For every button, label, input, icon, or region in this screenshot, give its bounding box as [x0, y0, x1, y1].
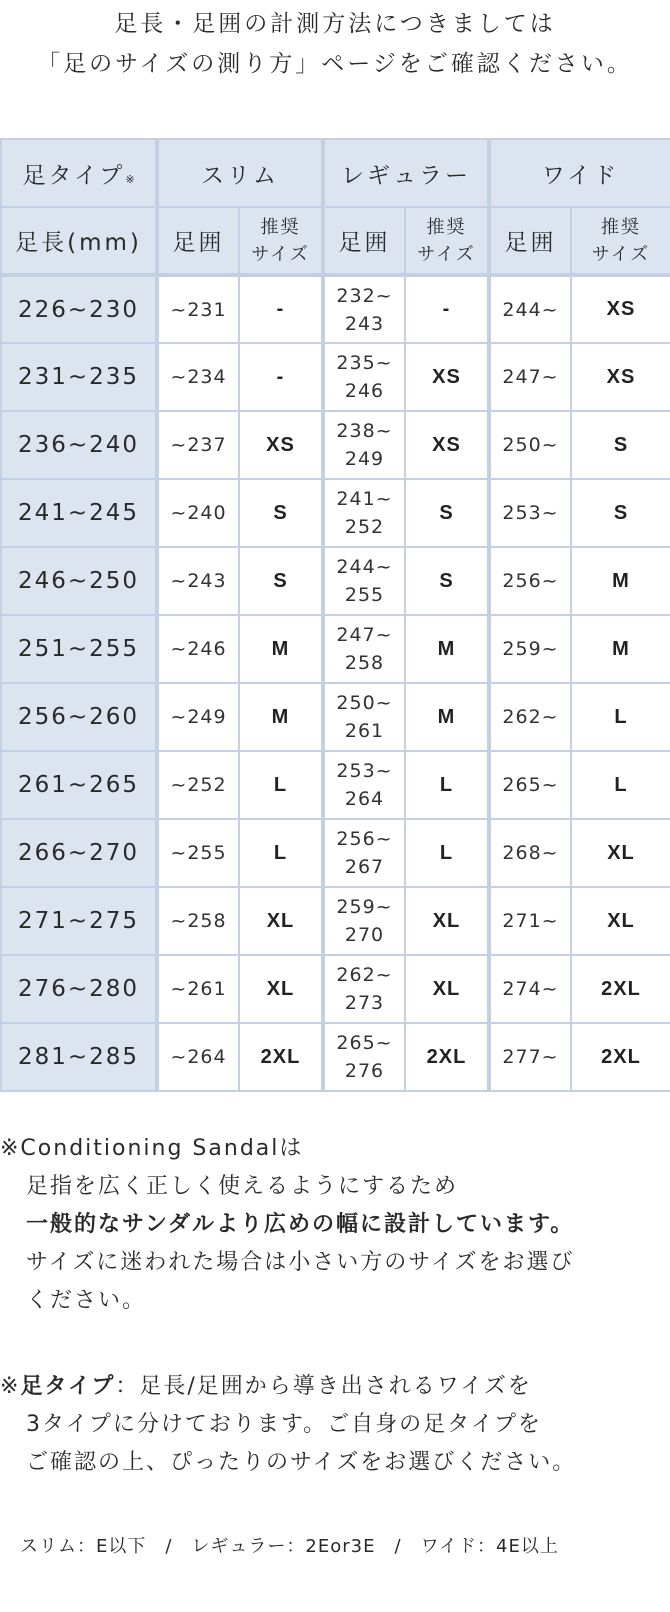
- wide-girth-cell: 256~: [489, 547, 571, 615]
- regular-size-cell: XL: [405, 955, 489, 1023]
- foot-length-cell: 226~230: [1, 275, 157, 343]
- girth-header-wide: 足囲: [489, 207, 571, 275]
- wide-girth-cell: 265~: [489, 751, 571, 819]
- slim-size-cell: 2XL: [239, 1023, 323, 1091]
- type-header-slim: スリム: [157, 139, 323, 207]
- slim-size-cell: L: [239, 751, 323, 819]
- wide-size-cell: 2XL: [571, 1023, 670, 1091]
- foot-length-cell: 266~270: [1, 819, 157, 887]
- conditioning-sandal-note: [0, 1130, 670, 1320]
- wide-girth-cell: 259~: [489, 615, 571, 683]
- slim-girth-cell: ~237: [157, 411, 239, 479]
- girth-range-part: 262~: [336, 964, 393, 986]
- girth-range-part: 243: [344, 312, 385, 335]
- wide-size-cell: L: [571, 751, 670, 819]
- slim-girth-cell: ~231: [157, 275, 239, 343]
- size-row: [1, 751, 670, 819]
- girth-header-regular: 足囲: [323, 207, 405, 275]
- girth-range-part: 273: [344, 992, 385, 1014]
- wide-girth-cell: 274~: [489, 955, 571, 1023]
- size-row: [1, 411, 670, 479]
- note-line-emphasis: 一般的なサンダルより広めの幅に設計しています。: [26, 1212, 575, 1237]
- slim-size-cell: XL: [239, 887, 323, 955]
- regular-size-cell: S: [405, 479, 489, 547]
- girth-range-part: 247~: [336, 624, 393, 646]
- width-legend: スリム：E以下 / レギュラー：2Eor3E / ワイド：4E以上: [20, 1536, 559, 1557]
- regular-girth-cell: [323, 615, 405, 683]
- size-row: [1, 547, 670, 615]
- size-chart-table: [0, 138, 670, 1092]
- rec-size-label-2: サイズ: [591, 243, 651, 265]
- note-line: ※Conditioning Sandalは: [0, 1136, 304, 1161]
- slim-size-cell: XS: [239, 411, 323, 479]
- foot-type-note-line: [0, 1368, 670, 1406]
- wide-girth-cell: 277~: [489, 1023, 571, 1091]
- size-row: [1, 683, 670, 751]
- slim-size-cell: XL: [239, 955, 323, 1023]
- foot-length-cell: 241~245: [1, 479, 157, 547]
- slim-size-cell: M: [239, 615, 323, 683]
- girth-range-part: 252: [344, 516, 385, 538]
- girth-range-part: 253~: [336, 760, 393, 782]
- wide-size-cell: 2XL: [571, 955, 670, 1023]
- regular-size-cell: L: [405, 819, 489, 887]
- slim-size-cell: M: [239, 683, 323, 751]
- note-mark: ※: [0, 1374, 21, 1399]
- girth-header-slim: 足囲: [157, 207, 239, 275]
- foot-length-cell: 271~275: [1, 887, 157, 955]
- wide-girth-cell: 247~: [489, 343, 571, 411]
- rec-size-header-wide: [571, 207, 670, 275]
- slim-girth-cell: ~249: [157, 683, 239, 751]
- foot-type-term: 足タイプ: [20, 1374, 116, 1399]
- type-header-regular: レギュラー: [323, 139, 489, 207]
- foot-type-header: [1, 139, 157, 207]
- foot-type-note-text: ：足長/足囲から導き出されるワイズを: [115, 1374, 532, 1399]
- slim-size-cell: S: [239, 547, 323, 615]
- regular-size-cell: M: [405, 683, 489, 751]
- regular-size-cell: XL: [405, 887, 489, 955]
- regular-size-cell: L: [405, 751, 489, 819]
- foot-type-note-mark: ※: [125, 172, 135, 186]
- slim-size-cell: -: [239, 343, 323, 411]
- size-row: [1, 479, 670, 547]
- foot-length-cell: 231~235: [1, 343, 157, 411]
- wide-girth-cell: 250~: [489, 411, 571, 479]
- rec-size-label-1: 推奨: [601, 216, 641, 238]
- regular-girth-cell: [323, 343, 405, 411]
- intro-line-1: 足長・足囲の計測方法につきましては: [114, 11, 556, 37]
- note-line: ください。: [26, 1288, 147, 1313]
- slim-girth-cell: ~255: [157, 819, 239, 887]
- note-line: 足指を広く正しく使えるようにするため: [26, 1174, 459, 1199]
- slim-girth-cell: ~234: [157, 343, 239, 411]
- rec-size-label-2: サイズ: [251, 243, 310, 265]
- regular-girth-cell: [323, 819, 405, 887]
- foot-type-note-line: ご確認の上、ぴったりのサイズをお選びください。: [26, 1450, 577, 1475]
- regular-size-cell: S: [405, 547, 489, 615]
- wide-size-cell: M: [571, 547, 670, 615]
- foot-length-cell: 236~240: [1, 411, 157, 479]
- regular-girth-cell: [323, 411, 405, 479]
- foot-length-cell: 256~260: [1, 683, 157, 751]
- foot-type-note-line: 3タイプに分けております。ご自身の足タイプを: [26, 1412, 543, 1437]
- size-row: [1, 275, 670, 343]
- type-header-wide: ワイド: [489, 139, 670, 207]
- note-line: サイズに迷われた場合は小さい方のサイズをお選び: [26, 1250, 575, 1275]
- rec-size-header-slim: [239, 207, 323, 275]
- girth-range-part: 256~: [336, 828, 393, 850]
- slim-size-cell: L: [239, 819, 323, 887]
- intro-line-2: 「足のサイズの測り方」ページをご確認ください。: [37, 51, 633, 77]
- regular-girth-cell: [323, 683, 405, 751]
- wide-girth-cell: 271~: [489, 887, 571, 955]
- size-row: [1, 343, 670, 411]
- girth-range-part: 267: [344, 856, 385, 878]
- size-row: [1, 615, 670, 683]
- size-row: [1, 887, 670, 955]
- slim-girth-cell: ~264: [157, 1023, 239, 1091]
- wide-size-cell: XL: [571, 887, 670, 955]
- girth-range-part: 235~: [336, 352, 393, 374]
- wide-girth-cell: 262~: [489, 683, 571, 751]
- girth-range-part: 258: [344, 652, 385, 674]
- wide-size-cell: S: [571, 411, 670, 479]
- intro-text: [0, 4, 670, 84]
- regular-size-cell: -: [405, 275, 489, 343]
- regular-girth-cell: [323, 887, 405, 955]
- wide-size-cell: XS: [571, 343, 670, 411]
- slim-girth-cell: ~243: [157, 547, 239, 615]
- girth-range-part: 264: [344, 788, 385, 810]
- girth-range-part: 246: [344, 380, 385, 402]
- regular-size-cell: 2XL: [405, 1023, 489, 1091]
- rec-size-label-1: 推奨: [260, 216, 301, 238]
- size-row: [1, 819, 670, 887]
- girth-range-part: 238~: [336, 420, 393, 442]
- girth-range-part: 265~: [336, 1032, 393, 1054]
- girth-range-part: 276: [344, 1060, 385, 1082]
- girth-range-part: 232~: [336, 284, 393, 307]
- girth-range-part: 259~: [336, 896, 393, 918]
- wide-size-cell: L: [571, 683, 670, 751]
- slim-girth-cell: ~261: [157, 955, 239, 1023]
- size-row: [1, 1023, 670, 1091]
- girth-range-part: 249: [344, 448, 385, 470]
- rec-size-label-2: サイズ: [417, 243, 476, 265]
- regular-girth-cell: [323, 275, 405, 343]
- wide-size-cell: S: [571, 479, 670, 547]
- regular-girth-cell: [323, 547, 405, 615]
- foot-length-cell: 251~255: [1, 615, 157, 683]
- wide-girth-cell: 268~: [489, 819, 571, 887]
- slim-girth-cell: ~252: [157, 751, 239, 819]
- rec-size-label-1: 推奨: [426, 216, 467, 238]
- girth-range-part: 244~: [336, 556, 393, 578]
- regular-girth-cell: [323, 751, 405, 819]
- foot-length-cell: 261~265: [1, 751, 157, 819]
- wide-size-cell: XS: [571, 275, 670, 343]
- girth-range-part: 241~: [336, 488, 393, 510]
- wide-girth-cell: 253~: [489, 479, 571, 547]
- regular-girth-cell: [323, 1023, 405, 1091]
- regular-girth-cell: [323, 955, 405, 1023]
- wide-size-cell: M: [571, 615, 670, 683]
- girth-range-part: 261: [344, 720, 385, 742]
- slim-girth-cell: ~246: [157, 615, 239, 683]
- foot-length-header: 足長(mm): [1, 207, 157, 275]
- slim-size-cell: -: [239, 275, 323, 343]
- regular-size-cell: XS: [405, 411, 489, 479]
- rec-size-header-regular: [405, 207, 489, 275]
- foot-length-cell: 276~280: [1, 955, 157, 1023]
- regular-size-cell: XS: [405, 343, 489, 411]
- foot-length-cell: 281~285: [1, 1023, 157, 1091]
- slim-girth-cell: ~258: [157, 887, 239, 955]
- girth-range-part: 255: [344, 584, 385, 606]
- regular-girth-cell: [323, 479, 405, 547]
- girth-range-part: 270: [344, 924, 385, 946]
- foot-type-label: 足タイプ: [22, 162, 126, 189]
- slim-size-cell: S: [239, 479, 323, 547]
- size-chart-body: [1, 275, 670, 1091]
- girth-range-part: 250~: [336, 692, 393, 714]
- size-row: [1, 955, 670, 1023]
- foot-type-note: [0, 1368, 670, 1482]
- foot-length-cell: 246~250: [1, 547, 157, 615]
- wide-girth-cell: 244~: [489, 275, 571, 343]
- slim-girth-cell: ~240: [157, 479, 239, 547]
- wide-size-cell: XL: [571, 819, 670, 887]
- regular-size-cell: M: [405, 615, 489, 683]
